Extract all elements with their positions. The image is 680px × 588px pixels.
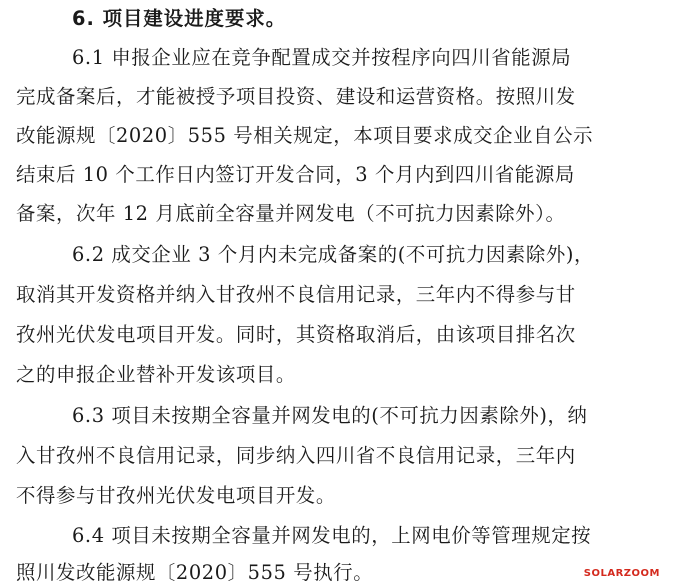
clause-6-2-line-4: 之的申报企业替补开发该项目。 — [16, 363, 296, 386]
clause-6-3-line-3: 不得参与甘孜州光伏发电项目开发。 — [16, 484, 336, 507]
clause-6-3-line-1: 6.3 项目未按期全容量并网发电的(不可抗力因素除外)，纳 — [72, 404, 588, 427]
clause-6-3-line-2: 入甘孜州不良信用记录，同步纳入四川省不良信用记录，三年内 — [16, 444, 576, 467]
clause-6-2-line-2: 取消其开发资格并纳入甘孜州不良信用记录，三年内不得参与甘 — [16, 283, 576, 306]
clause-6-4-line-2: 照川发改能源规〔2020〕555 号执行。 — [16, 561, 374, 584]
clause-6-1-line-3: 改能源规〔2020〕555 号相关规定，本项目要求成交企业自公示 — [16, 124, 594, 147]
section-heading: 6. 项目建设进度要求。 — [72, 7, 287, 30]
clause-6-1-line-4: 结束后 10 个工作日内签订开发合同，3 个月内到四川省能源局 — [16, 163, 575, 186]
clause-6-2-line-1: 6.2 成交企业 3 个月内未完成备案的(不可抗力因素除外)， — [72, 243, 594, 266]
clause-6-1-line-5: 备案，次年 12 月底前全容量并网发电（不可抗力因素除外）。 — [16, 202, 566, 225]
clause-6-4-line-1: 6.4 项目未按期全容量并网发电的，上网电价等管理规定按 — [72, 524, 592, 547]
solarzoom-watermark: SOLARZOOM — [583, 568, 660, 579]
clause-6-2-line-3: 孜州光伏发电项目开发。同时，其资格取消后，由该项目排名次 — [16, 323, 576, 346]
clause-6-1-line-1: 6.1 申报企业应在竞争配置成交并按程序向四川省能源局 — [72, 46, 572, 69]
clause-6-1-line-2: 完成备案后，才能被授予项目投资、建设和运营资格。按照川发 — [16, 85, 576, 108]
